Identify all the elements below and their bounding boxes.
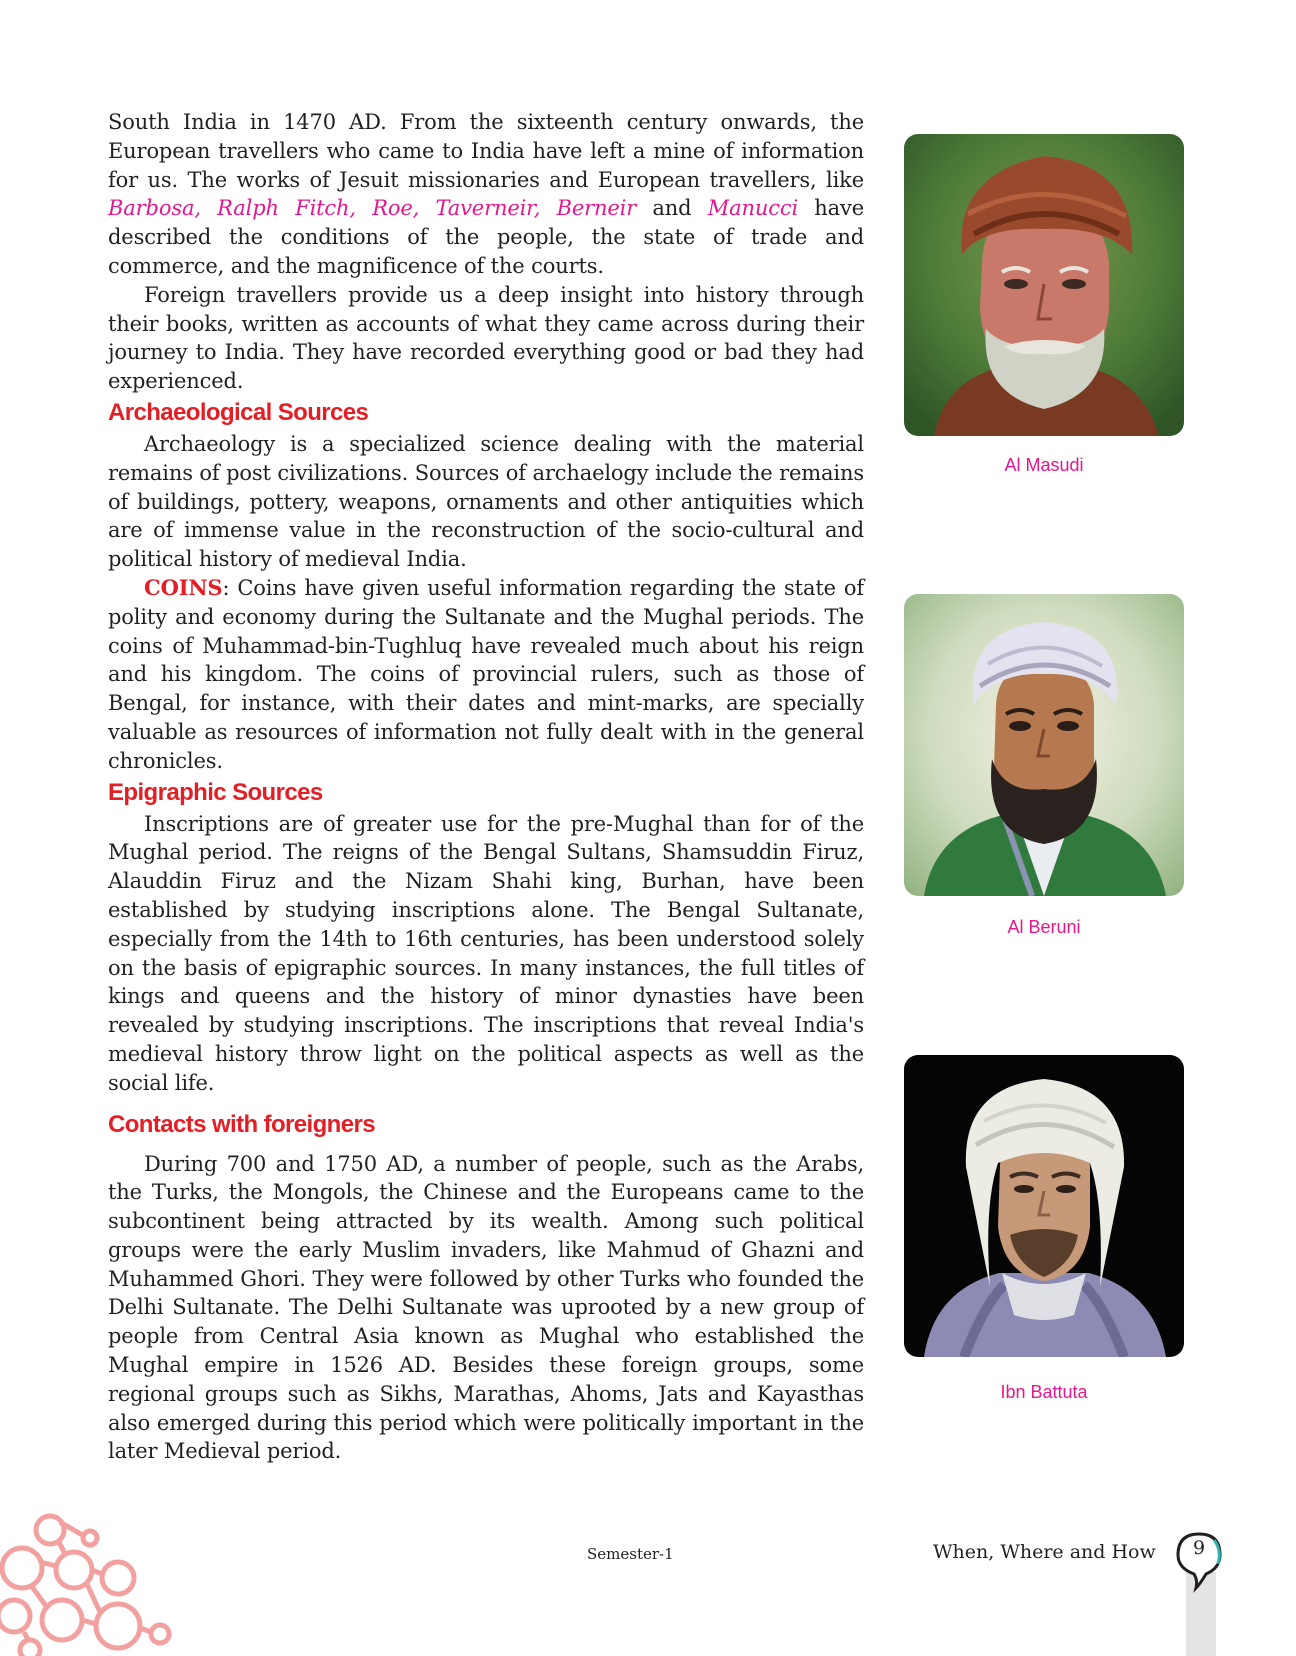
paragraph-foreigners: During 700 and 1750 AD, a number of people, such as the Arabs, the Turks, the Mongols, the Chinese and the Europeans came to the subcontinent being attracted by its wealth. Among such political groups were the early Muslim invaders, like Mahmud of Ghazni and Muhammed Ghori. They were followed by other Turks who founded the Delhi Sultanate. The Delhi Sultanate was uprooted by a new group of people from Central Asia known as Mughal who established the Mughal empire in 1526 AD. Besides these foreign groups, some regional groups such as Sikhs, Marathas, Ahoms, Jats and Kayasthas also emerged during this period which were politically important in the later Medieval period. (108, 1151, 864, 1464)
portrait-illustration (904, 1055, 1184, 1357)
traveller-name-berneir: Berneir (556, 196, 637, 221)
footer-chapter-title: When, Where and How (933, 1541, 1156, 1563)
caption-ibn-battuta: Ibn Battuta (1000, 1382, 1088, 1402)
paragraph-text: South India in 1470 AD. From the sixteenth century onwards, the European travellers who came to India have left a mine of information for us. The works of Jesuit missionaries and European travellers, like (108, 110, 864, 192)
heading-contacts-with-foreigners: Contacts with foreigners (108, 1110, 375, 1138)
traveller-name-barbosa: Barbosa, (108, 196, 201, 221)
portrait-ibn-battuta (904, 1055, 1184, 1357)
traveller-name-ralph-fitch: Ralph Fitch, (217, 196, 356, 221)
paragraph-travellers (108, 108, 864, 281)
paragraph-text: and (652, 196, 692, 221)
bubble-decoration (0, 1508, 190, 1656)
paragraph-coins (108, 574, 864, 776)
portrait-al-masudi (904, 134, 1184, 436)
portrait-illustration (904, 134, 1184, 436)
paragraph-archaeology: Archaeology is a specialized science dealing with the material remains of post civilizations. Sources of archaelogy include the remains of buildings, pottery, weapons, ornaments and other antiquities which are of immense value in the reconstruction of the socio-cultural and political history of medieval India. (108, 431, 864, 572)
portrait-al-beruni (904, 594, 1184, 896)
caption-al-beruni: Al Beruni (1007, 917, 1081, 937)
traveller-name-roe: Roe, (372, 196, 420, 221)
main-text-column (108, 108, 864, 1466)
portrait-illustration (904, 594, 1184, 896)
heading-archaeological-sources: Archaeological Sources (108, 398, 369, 426)
paragraph-text: have described the conditions of the people, the state of trade and commerce, and the magnificence of the courts. (108, 196, 865, 278)
coins-keyword: COINS (144, 574, 223, 600)
paragraph-foreign-travellers: Foreign travellers provide us a deep insight into history through their books, written as accounts of what they came across during their journey to India. They have recorded everything good or bad they had experienced. (108, 282, 864, 394)
footer-semester: Semester-1 (587, 1545, 674, 1563)
traveller-name-taverneir: Taverneir, (435, 196, 541, 221)
paragraph-inscriptions: Inscriptions are of greater use for the pre-Mughal than for of the Mughal period. The reigns of the Bengal Sultans, Shamsuddin Firuz, Alauddin Firuz and the Nizam Shahi king, Burhan, have been established by studying inscriptions alone. The Bengal Sultanate, especially from the 14th to 16th centuries, has been understood solely on the basis of epigraphic sources. In many instances, the full titles of kings and queens and the history of minor dynasties have been revealed by studying inscriptions. The inscriptions that reveal India's medieval history throw light on the political aspects as well as the social life. (108, 811, 864, 1095)
page-number: 9 (1192, 1537, 1206, 1559)
traveller-name-manucci: Manucci (707, 196, 799, 221)
paragraph-text: : Coins have given useful information regarding the state of polity and economy during the Sultanate and the Mughal periods. The coins of Muhammad-bin-Tughluq have revealed much about his reign and his kingdom. The coins of provincial rulers, such as those of Bengal, for instance, with their dates and mint-marks, are specially valuable as resources of information not fully dealt with in the general chronicles. (108, 575, 864, 773)
heading-epigraphic-sources: Epigraphic Sources (108, 778, 323, 806)
caption-al-masudi: Al Masudi (1004, 455, 1084, 475)
